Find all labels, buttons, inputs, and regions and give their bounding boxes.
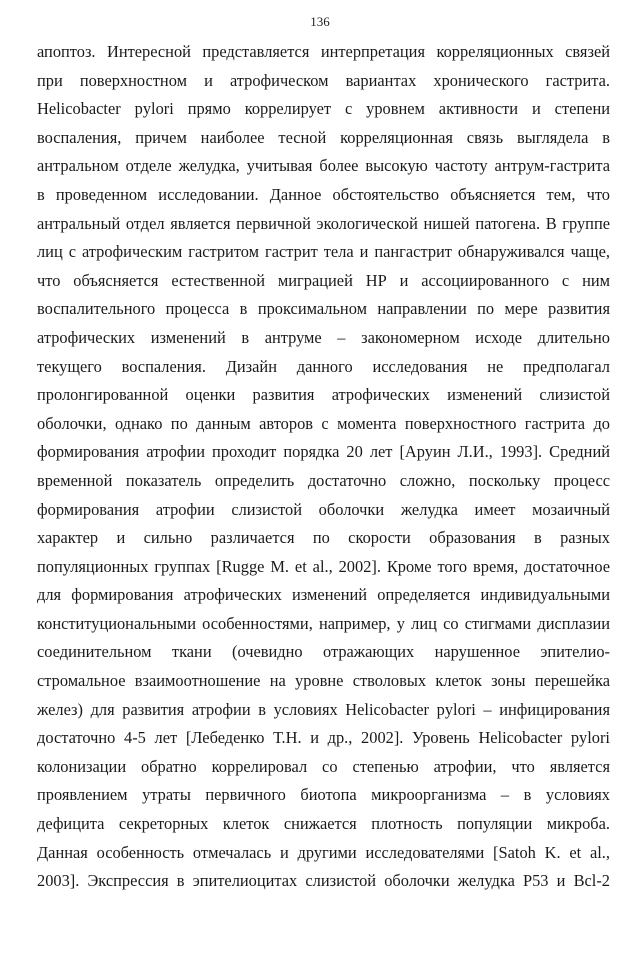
text-line: воспалительного процесса в проксимальном направлении по мере развития bbox=[37, 299, 610, 319]
text-line: 2003]. Экспрессия в эпителиоцитах слизистой оболочки желудка P53 и Bcl-2 bbox=[37, 871, 610, 891]
text-line: формирования атрофии проходит порядка 20 лет [Аруин Л.И., 1993]. Средний bbox=[37, 442, 610, 462]
text-line: проявлением утраты первичного биотопа микроорганизма – в условиях bbox=[37, 785, 610, 805]
text-line: характер и сильно различается по скорости образования в разных bbox=[37, 528, 610, 548]
text-line: апоптоз. Интересной представляется интерпретация корреляционных связей bbox=[37, 42, 610, 61]
text-line: для формирования атрофических изменений определяется индивидуальными bbox=[37, 585, 610, 605]
text-line: Helicobacter pylori прямо коррелирует с уровнем активности и степени bbox=[37, 99, 610, 119]
text-line: стромальное взаимоотношение на уровне стволовых клеток зоны перешейка bbox=[37, 671, 610, 691]
text-line: колонизации обратно коррелировал со степенью атрофии, что является bbox=[37, 756, 610, 776]
text-line: Данная особенность отмечалась и другими исследователями [Satoh K. et al., bbox=[37, 842, 610, 862]
text-line: временной показатель определить достаточно сложно, поскольку процесс bbox=[37, 470, 610, 490]
text-line: формирования атрофии слизистой оболочки желудка имеет мозаичный bbox=[37, 499, 610, 519]
text-line: достаточно 4-5 лет [Лебеденко Т.Н. и др., 2002]. Уровень Helicobacter pylori bbox=[37, 728, 610, 748]
text-line: оболочки, однако по данным авторов с момента поверхностного гастрита до bbox=[37, 413, 610, 433]
text-line: воспаления, причем наиболее тесной корреляционная связь выглядела в bbox=[37, 127, 610, 147]
text-line: дефицита секреторных клеток снижается плотность популяции микроба. bbox=[37, 814, 610, 834]
text-line: антральный отдел является первичной экологической нишей патогена. В группе bbox=[37, 213, 610, 233]
text-line: соединительном ткани (очевидно отражающих нарушенное эпителио- bbox=[37, 642, 610, 662]
text-line: лиц с атрофическим гастритом гастрит тела и пангастрит обнаруживался чаще, bbox=[37, 242, 610, 262]
text-line: антральном отделе желудка, учитывая более высокую частоту антрум-гастрита bbox=[37, 156, 610, 176]
text-line: желез) для развития атрофии в условиях Helicobacter pylori – инфицирования bbox=[37, 699, 610, 719]
text-line: атрофических изменений в антруме – закономерном исходе длительно bbox=[37, 327, 610, 347]
text-line: пролонгированной оценки развития атрофических изменений слизистой bbox=[37, 385, 610, 405]
page-number: 136 bbox=[310, 14, 330, 29]
text-line: конституциональными особенностями, например, у лиц со стигмами дисплазии bbox=[37, 613, 610, 633]
body-text bbox=[37, 38, 610, 896]
text-line: что объясняется естественной миграцией НР и ассоциированного с ним bbox=[37, 270, 610, 290]
text-line: текущего воспаления. Дизайн данного исследования не предполагал bbox=[37, 356, 610, 376]
text-line: в проведенном исследовании. Данное обстоятельство объясняется тем, что bbox=[37, 184, 610, 204]
text-line: популяционных группах [Rugge M. et al., 2002]. Кроме того время, достаточное bbox=[37, 556, 610, 576]
text-line: при поверхностном и атрофическом вариантах хронического гастрита. bbox=[37, 70, 610, 90]
